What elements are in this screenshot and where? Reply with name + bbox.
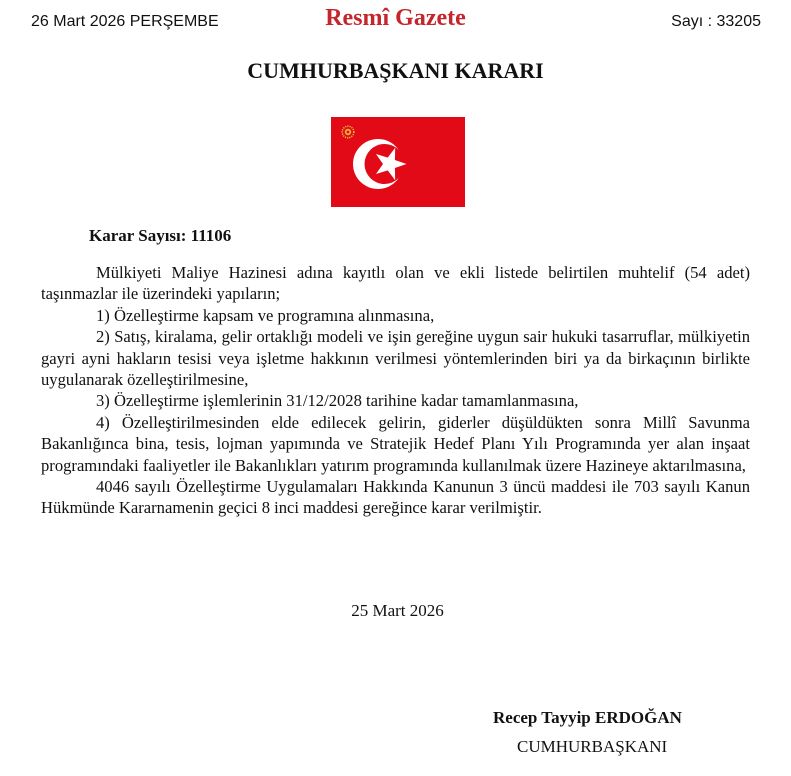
- turkish-flag-icon: [331, 117, 465, 207]
- article-1: 1) Özelleştirme kapsam ve programına alınmasına,: [96, 305, 435, 325]
- issue-number: Sayı : 33205: [671, 13, 761, 30]
- signer-name: Recep Tayyip ERDOĞAN: [493, 708, 682, 727]
- document-title: CUMHURBAŞKANI KARARI: [247, 58, 544, 83]
- masthead-logo: Resmî Gazete: [325, 5, 466, 31]
- decision-body: [41, 262, 750, 519]
- header-date: 26 Mart 2026 PERŞEMBE: [31, 13, 219, 30]
- intro-paragraph: Mülkiyeti Maliye Hazinesi adına kayıtlı olan ve ekli listede belirtilen muhtelif (54 adet) taşınmazlar ile üzerindeki yapıların;: [41, 263, 750, 304]
- article-4: 4) Özelleştirilmesinden elde edilecek gelirin, giderler düşüldükten sonra Millî Savunma Bakanlığınca bina, tesis, lojman yapımında ve Stratejik Hedef Planı Yılı Programında yer alan inşaat programındaki faaliyetler ile Bakanlıkları yatırım programında kullanılmak üzere Hazineye aktarılmasına,: [41, 412, 750, 475]
- signer-title: CUMHURBAŞKANI: [517, 737, 668, 756]
- article-2: 2) Satış, kiralama, gelir ortaklığı modeli ve işin gereğine uygun sair hukuki tasarruflar, mülkiyetin gayri ayni hakların tesisi veya işletme hakkının verilmesi yöntemlerinden biri ya da birkaçının birlikte uygulanarak özelleştirilmesine,: [41, 327, 750, 390]
- article-3: 3) Özelleştirme işlemlerinin 31/12/2028 tarihine kadar tamamlanmasına,: [96, 391, 579, 411]
- legal-basis-paragraph: 4046 sayılı Özelleştirme Uygulamaları Hakkında Kanunun 3 üncü maddesi ile 703 sayılı Kanun Hükmünde Kararnamenin geçici 8 inci maddesi gereğince karar verilmiştir.: [41, 477, 750, 518]
- decision-number: Karar Sayısı: 11106: [89, 226, 232, 245]
- decision-date: 25 Mart 2026: [351, 601, 444, 620]
